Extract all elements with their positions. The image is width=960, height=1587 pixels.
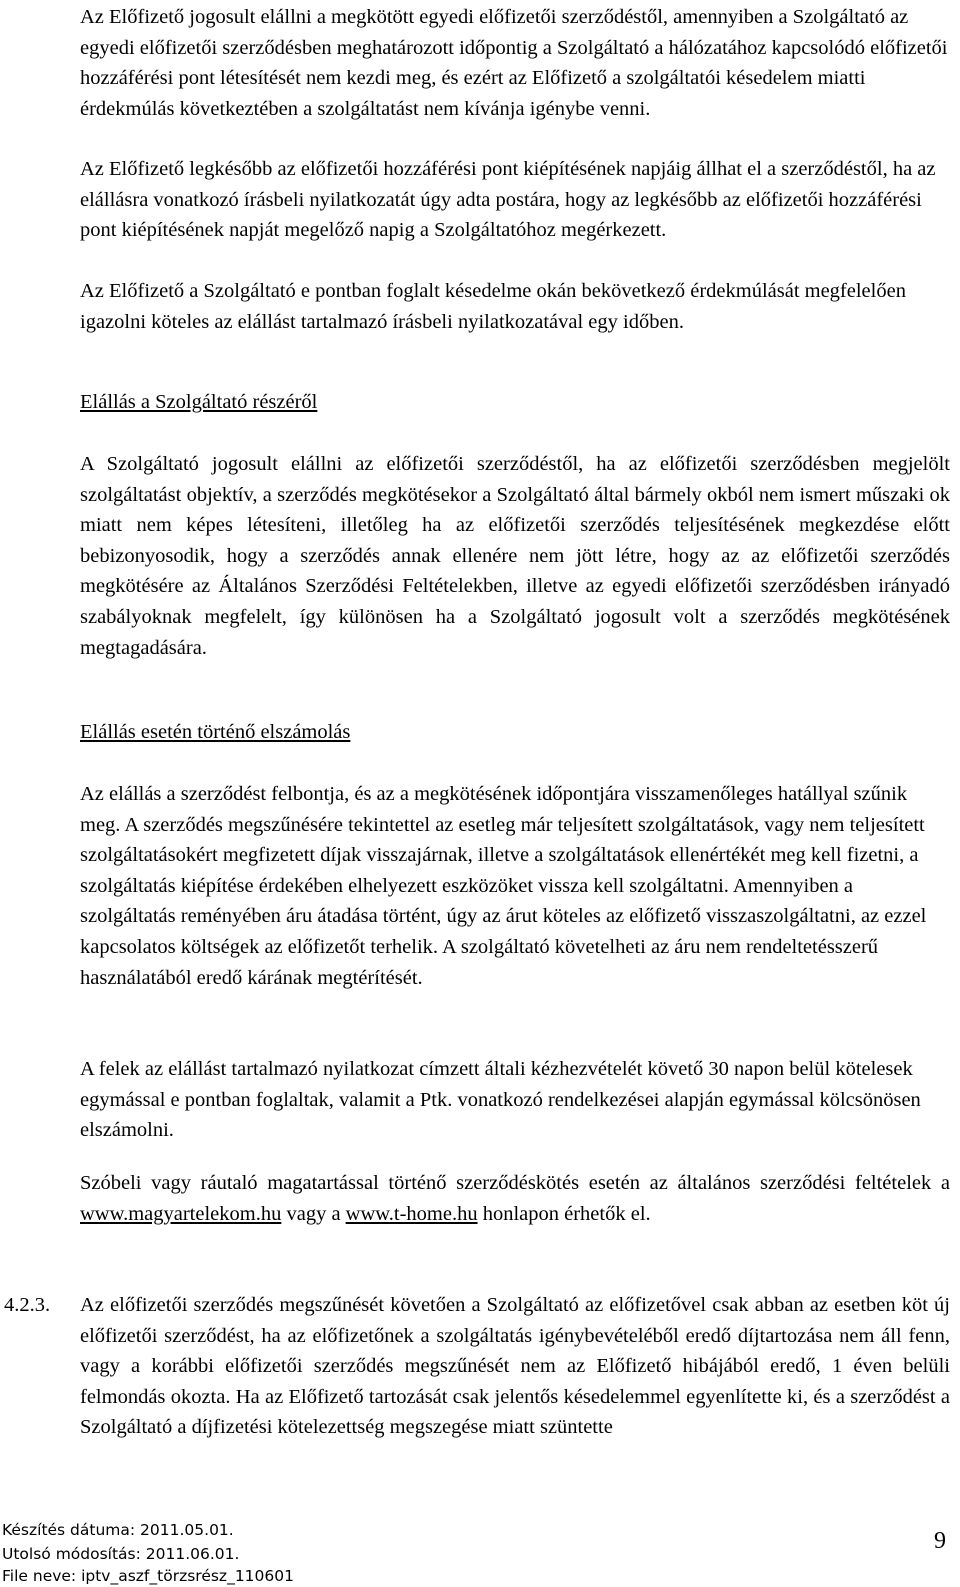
paragraph-withdrawal-deadline: Az Előfizető legkésőbb az előfizetői hozzáférési pont kiépítésének napjáig állhat el a szerződéstől, ha az elállásra vonatkozó írásbeli nyilatkozatát úgy adta postára, hogy az legkésőbb az előfizetői hozzáférési pont kiépítésének napját megelőző napig a Szolgáltatóhoz megérkezett.	[80, 158, 936, 242]
paragraph-oral-contract	[80, 1168, 950, 1229]
oral-contract-text-before: Szóbeli vagy ráutaló magatartással történő szerződéskötés esetén az általános szerződési feltételek a	[80, 1172, 950, 1194]
paragraph-subscriber-withdrawal: Az Előfizető jogosult elállni a megkötött egyedi előfizetői szerződéstől, amennyiben a Szolgáltató az egyedi előfizetői szerződésben meghatározott időpontig a Szolgáltató a hálózatához kapcsolódó előfizetői hozzáférési pont létesítését nem kezdi meg, és ezért az Előfizető a szolgáltatói késedelem miatti érdekmúlás következtében a szolgáltatást nem kívánja igénybe venni.	[80, 6, 948, 120]
section-number: 4.2.3.	[4, 1294, 51, 1316]
link-t-home[interactable]: www.t-home.hu	[345, 1202, 478, 1225]
link-magyartelekom[interactable]: www.magyartelekom.hu	[80, 1202, 282, 1225]
oral-contract-text-after: honlapon érhetők el.	[477, 1202, 651, 1225]
paragraph-mutual-settlement: A felek az elállást tartalmazó nyilatkozat címzett általi kézhezvételét követő 30 napon belül kötelesek egymással e pontban foglaltak, valamit a Ptk. vonatkozó rendelkezései alapján egymással kölcsönösen elszámolni.	[80, 1058, 921, 1142]
footer-modified-date: Utolsó módosítás: 2011.06.01.	[2, 1545, 240, 1563]
heading-provider-withdrawal: Elállás a Szolgáltató részéről	[80, 391, 318, 413]
oral-contract-text-middle: vagy a	[281, 1202, 346, 1225]
paragraph-new-contract-conditions: Az előfizetői szerződés megszűnését követően a Szolgáltató az előfizetővel csak abban az esetben köt új előfizetői szerződést, ha az előfizetőnek a szolgáltatás igénybevételéből eredő díjtartozása nem áll fenn, vagy a korábbi előfizetői szerződés megszűnését nem az Előfizető hibájából eredő, 1 éven belüli felmondás okozta. Ha az Előfizető tartozását csak jelentős késedelemmel egyenlítette ki, és a szerződést a Szolgáltató a díjfizetési kötelezettség megszegése miatt szüntette	[80, 1294, 950, 1439]
heading-settlement: Elállás esetén történő elszámolás	[80, 721, 351, 743]
footer-file-name: File neve: iptv_aszf_törzsrész_110601	[2, 1567, 294, 1585]
page-number: 9	[934, 1528, 946, 1554]
paragraph-settlement: Az elállás a szerződést felbontja, és az a megkötésének időpontjára visszamenőleges hatállyal szűnik meg. A szerződés megszűnésére tekintettel az esetleg már teljesített szolgáltatások, vagy nem teljesített szolgáltatásokért megfizetett díjak visszajárnak, illetve a szolgáltatások ellenértékét meg kell fizetni, a szolgáltatás kiépítése érdekében elhelyezett eszközöket vissza kell szolgáltatni. Amennyiben a szolgáltatás reményében áru átadása történt, úgy az árut köteles az előfizető visszaszolgáltatni, az ezzel kapcsolatos költségek az előfizetőt terhelik. A szolgáltató követelheti az áru nem rendeltetésszerű használatából eredő kárának megtérítését.	[80, 783, 927, 989]
footer-created-date: Készítés dátuma: 2011.05.01.	[2, 1521, 234, 1539]
paragraph-proof-of-interest: Az Előfizető a Szolgáltató e pontban foglalt késedelme okán bekövetkező érdekmúlását megfelelően igazolni köteles az elállást tartalmazó írásbeli nyilatkozatával egy időben.	[80, 280, 906, 333]
paragraph-provider-withdrawal: A Szolgáltató jogosult elállni az előfizetői szerződéstől, ha az előfizetői szerződésben megjelölt szolgáltatást objektív, a szerződés megkötésekor a Szolgáltató által bármely okból nem ismert műszaki ok miatt nem képes létesíteni, illetőleg ha az előfizetői szerződés teljesítésének megkezdése előtt bebizonyosodik, hogy a szerződés annak ellenére nem jött létre, hogy az az előfizetői szerződés megkötésére az Általános Szerződési Feltételekben, illetve az egyedi előfizetői szerződésben irányadó szabályoknak megfelelt, így különösen ha a Szolgáltató jogosult volt a szerződés megkötésének megtagadására.	[80, 453, 950, 659]
